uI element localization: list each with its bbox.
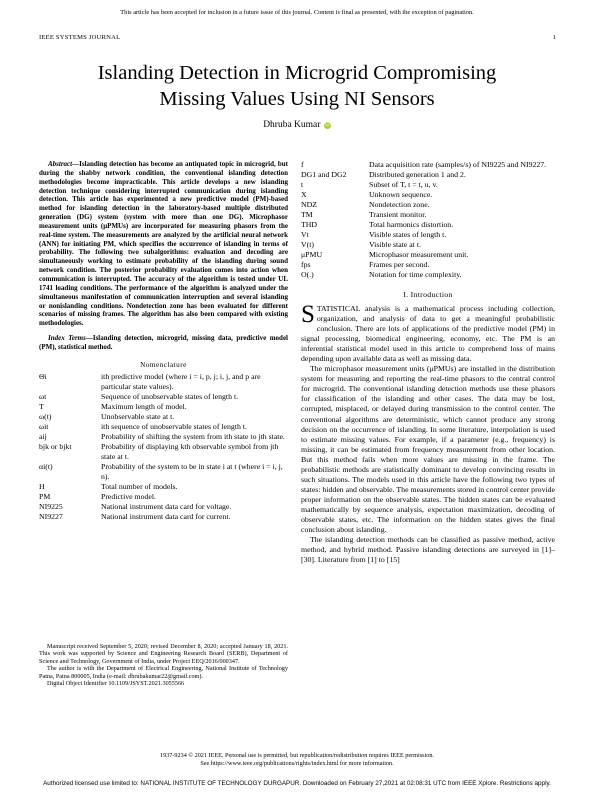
nomenclature-symbol: O(.) xyxy=(301,270,314,279)
drop-cap: S xyxy=(301,301,315,328)
nomenclature-symbol: aij xyxy=(39,431,47,441)
license-footer: Authorized licensed use limited to: NATIONAL INSTITUTE OF TECHNOLOGY DURGAPUR. Downloaded on February 27,2021 at 02:08:31 UTC from IEEE Xplore. Restrictions apply. xyxy=(43,780,551,787)
nomenclature-row xyxy=(301,160,555,170)
nomenclature-row xyxy=(39,502,288,512)
nomenclature-row xyxy=(301,250,555,260)
nomenclature-row xyxy=(39,492,288,502)
nomenclature-row xyxy=(39,422,288,432)
nomenclature-symbol: TM xyxy=(301,210,313,219)
nomenclature-description: Notation for time complexity. xyxy=(369,270,462,279)
nomenclature-description: Visible states of length t. xyxy=(369,230,447,239)
nomenclature-symbol: NDZ xyxy=(301,200,318,209)
footnote-doi: Digital Object Identifier 10.1109/JSYST.2021.3055566 xyxy=(47,680,185,688)
footnote-received: Manuscript received September 5, 2020; revised December 8, 2020; accepted January 18, 2021. This work was supported by Science and Engineering Research Board (SERB), Department of Science and Technology, Government of India, under Project EEQ/2016/000347. xyxy=(39,643,288,665)
nomenclature-description: Unobservable state at t. xyxy=(101,411,175,421)
nomenclature-symbol: NI9225 xyxy=(39,501,63,511)
nomenclature-row xyxy=(301,270,555,280)
nomenclature-symbol: fps xyxy=(301,260,311,269)
nomenclature-row xyxy=(39,512,288,522)
nomenclature-row xyxy=(301,200,555,210)
nomenclature-description: National instrument data card for current. xyxy=(101,511,231,521)
author-line xyxy=(0,120,594,130)
nomenclature-row xyxy=(301,170,555,180)
nomenclature-symbol: X xyxy=(301,190,307,199)
nomenclature-row xyxy=(301,180,555,190)
nomenclature-table-left xyxy=(39,372,288,522)
nomenclature-row xyxy=(39,482,288,492)
nomenclature-symbol: PM xyxy=(39,491,51,501)
nomenclature-row xyxy=(301,240,555,250)
nomenclature-symbol: Θi xyxy=(39,371,47,381)
nomenclature-heading: Nomenclature xyxy=(140,360,187,369)
acceptance-banner: This article has been accepted for inclusion in a future issue of this journal. Content is final as presented, with the exception of pagination. xyxy=(120,9,474,16)
nomenclature-row xyxy=(39,442,288,462)
nomenclature-row xyxy=(301,210,555,220)
nomenclature-symbol: bjk or bjkt xyxy=(39,441,72,451)
nomenclature-description: Probability of displaying kth observable symbol from jth state at t. xyxy=(101,441,279,461)
page-number: 1 xyxy=(552,34,556,41)
copyright-line-1: 1937-9234 © 2021 IEEE. Personal use is permitted, but republication/redistribution requires IEEE permission. xyxy=(160,752,434,759)
title-line-2: Missing Values Using NI Sensors xyxy=(159,88,435,110)
nomenclature-description: Probability of the system to be in state i at t (where i = i, j, n). xyxy=(101,461,283,481)
nomenclature-description: Probability of shifting the system from ith state to jth state. xyxy=(101,431,285,441)
journal-name: IEEE SYSTEMS JOURNAL xyxy=(39,34,121,41)
nomenclature-symbol: V(t) xyxy=(301,240,314,249)
paper-title xyxy=(0,60,594,112)
nomenclature-symbol: H xyxy=(39,481,45,491)
intro-paragraph-1: STATISTICAL analysis is a mathematical process including collection, organization, and analysis of data to get a meaningful probabilistic conclusion. There are lots of applications of the predictive model (PM) in signal processing, biomedical engineering, economy, etc. The PM is an inferential statistical model used in this article to comprehend loss of mains depending upon available data as well as missing data. xyxy=(301,301,555,364)
nomenclature-description: ith sequence of unobservable states of length t. xyxy=(101,421,247,431)
abstract-text: —Islanding detection has become an antiquated topic in microgrid, but during the shabby network condition, the conventional islanding detection methodologies become impracticable. This article develops a new islanding detection technique considering interrupted communication during islanding detection. This article has experimented a new predictive model (PM)-based method for islanding detection in the laboratory-based multiple distributed generation (DG) system (system with more than one DG). Microphasor measurement units (μPMUs) are incorporated for measuring phasors from the real-time system. The measurements are analyzed by the artificial neural network (ANN) for initiating PM, which specifies the occurrence of islanding in terms of probability. The following two subalgorithms: evaluation and decoding are simultaneously working to estimate probability of the islanding during sound network condition. The posterior probability evaluation comes into action when communication is interrupted. The accuracy of the algorithm is tested under UL 1741 loading conditions. The performance of the algorithm is analyzed under the simultaneous manifestation of communication interruption and several islanding or nonislanding conditions. Nondetection zone has been evaluated for different scenarios of missing frames. The algorithm has also been compared with existing methodologies. xyxy=(39,160,288,328)
introduction-body xyxy=(301,301,555,565)
index-terms xyxy=(39,334,288,352)
orcid-icon[interactable]: iD xyxy=(324,123,330,128)
nomenclature-description: Microphasor measurement unit. xyxy=(369,250,469,259)
intro-paragraph-3: The islanding detection methods can be classified as passive method, active method, and hybrid method. Passive islanding detections are surveyed in [1]–[30]. Literature from [1] to [15] xyxy=(301,535,555,565)
nomenclature-symbol: T xyxy=(39,401,44,411)
footnote-affiliation: The author is with the Department of Electrical Engineering, National Institute of Technology Patna, Patna 800005, India (e-mail: dhrubakumar22@gmail.com). xyxy=(39,665,288,680)
nomenclature-row xyxy=(301,190,555,200)
author-name: Dhruba Kumar xyxy=(263,120,321,130)
title-line-1: Islanding Detection in Microgrid Compromising xyxy=(97,62,497,84)
nomenclature-description: ith predictive model (where i = i, p, j; i, j, and p are particular state values). xyxy=(101,371,261,391)
nomenclature-description: Distributed generation 1 and 2. xyxy=(369,170,466,179)
intro-paragraph-2: The microphasor measurement units (μPMUs) are installed in the distribution system for measuring and reporting the real-time phasors to the central control for microgrid. The conventional islanding detection methods use these phasors for classification of the islanding and other cases. The data may be lost, corrupted, misplaced, or delayed during transmission to the control center. The conventional algorithms are deterministic, which cannot produce any strong decision on the occurrence of islanding. In some literature, interpolation is used to estimate missing values. For example, if a parameter (e.g., frequency) is missing, it can be estimated from frequency measurement from other location. But this method fails when more values are missing in the frame. The probabilistic methods are statistically dominant to develop convincing results in such situations. The models used in this article have the following two types of states: hidden and observable. The measurements stored in control center provide proper information on the observable states. The hidden states can be evaluated mathematically by sequence analysis, expectation maximization, decoding of observable states, etc. The information on the hidden states gives the final conclusion about islanding. xyxy=(301,364,555,535)
nomenclature-row xyxy=(39,412,288,422)
nomenclature-row xyxy=(39,462,288,482)
index-terms-text: —Islanding detection, microgrid, missing data, predictive model (PM), statistical method. xyxy=(39,334,288,351)
nomenclature-symbol: μPMU xyxy=(301,250,323,259)
index-terms-lead: Index Terms xyxy=(48,334,86,343)
nomenclature-description: Visible state at t. xyxy=(369,240,421,249)
abstract xyxy=(39,160,288,328)
nomenclature-symbol: t xyxy=(301,180,304,189)
nomenclature-description: Unknown sequence. xyxy=(369,190,433,199)
nomenclature-symbol: αi(t) xyxy=(39,461,53,471)
nomenclature-description: Data acquisition rate (samples/s) of NI9225 and NI9227. xyxy=(369,160,547,169)
nomenclature-table-right xyxy=(301,160,555,280)
nomenclature-symbol: Vt xyxy=(301,230,309,239)
nomenclature-description: Sequence of unobservable states of length t. xyxy=(101,391,239,401)
nomenclature-row xyxy=(39,392,288,402)
section-heading-introduction: I. Introduction xyxy=(403,290,453,299)
nomenclature-description: Nondetection zone. xyxy=(369,200,430,209)
nomenclature-symbol: ωt xyxy=(39,391,47,401)
nomenclature-symbol: DG1 and DG2 xyxy=(301,170,347,179)
abstract-lead: Abstract xyxy=(48,160,73,168)
left-column xyxy=(39,160,288,522)
nomenclature-row xyxy=(39,372,288,392)
nomenclature-row xyxy=(301,260,555,270)
nomenclature-description: Maximum length of model. xyxy=(101,401,187,411)
nomenclature-symbol: ω(t) xyxy=(39,411,52,421)
nomenclature-row xyxy=(301,230,555,240)
nomenclature-symbol: THD xyxy=(301,220,318,229)
nomenclature-description: Predictive model. xyxy=(101,491,156,501)
nomenclature-row xyxy=(301,220,555,230)
nomenclature-description: Transient monitor. xyxy=(369,210,427,219)
nomenclature-description: Subset of T, t = t, u, v. xyxy=(369,180,438,189)
nomenclature-symbol: f xyxy=(301,160,304,169)
nomenclature-description: Frames per second. xyxy=(369,260,430,269)
nomenclature-symbol: NI9227 xyxy=(39,511,63,521)
nomenclature-description: National instrument data card for voltage. xyxy=(101,501,232,511)
nomenclature-row xyxy=(39,432,288,442)
footnotes xyxy=(39,643,288,687)
copyright-notice xyxy=(0,752,594,768)
right-column xyxy=(301,160,555,565)
nomenclature-description: Total harmonics distortion. xyxy=(369,220,454,229)
nomenclature-description: Total number of models. xyxy=(101,481,178,491)
nomenclature-symbol: ωit xyxy=(39,421,49,431)
copyright-line-2[interactable]: See https://www.ieee.org/publications/rights/index.html for more information. xyxy=(200,760,394,767)
nomenclature-row xyxy=(39,402,288,412)
